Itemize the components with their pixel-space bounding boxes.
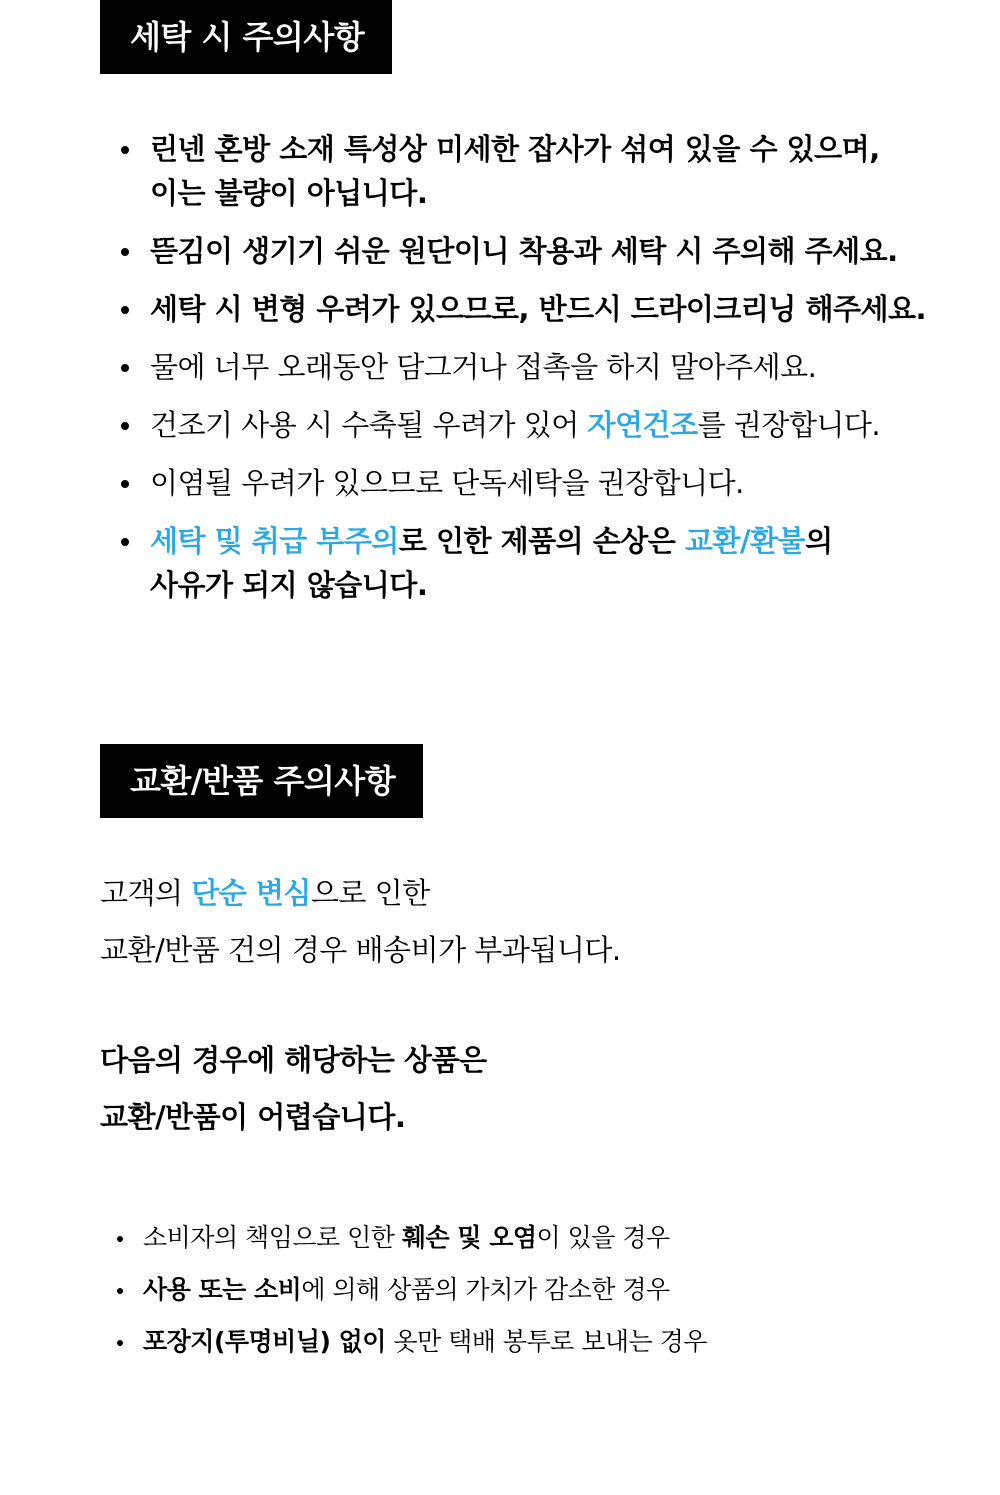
non-returnable-heading: [100, 1032, 486, 1146]
item-text-end: 에 의해 상품의 가치가 감소한 경우: [301, 1275, 670, 1304]
list-item: [100, 1268, 707, 1312]
item-text-end: 를 권장합니다.: [697, 408, 881, 442]
heading-line1: 다음의 경우에 해당하는 상품은: [100, 1043, 487, 1077]
bullet-icon: [117, 1340, 123, 1346]
wash-caution-list: [100, 127, 926, 621]
exchange-section-title: 교환/반품 주의사항: [100, 744, 423, 818]
heading-line2: 교환/반품이 어렵습니다.: [100, 1100, 406, 1134]
bullet-icon: [121, 480, 129, 488]
list-item: [100, 127, 926, 215]
bullet-icon: [121, 538, 129, 546]
bullet-icon: [117, 1236, 123, 1242]
list-item: [100, 345, 926, 389]
bold-text: 훼손 및 오염: [401, 1223, 537, 1252]
notice-text-line2: 교환/반품 건의 경우 배송비가 부과됩니다.: [100, 933, 621, 967]
bullet-icon: [117, 1288, 123, 1294]
item-text: 이염될 우려가 있으므로 단독세탁을 권장합니다.: [150, 466, 744, 500]
item-text-end: 이 있을 경우: [536, 1223, 670, 1252]
item-text-end: 옷만 택배 봉투로 보내는 경우: [385, 1327, 707, 1356]
bold-text: 포장지(투명비닐) 없이: [143, 1327, 386, 1356]
bullet-icon: [121, 364, 129, 372]
non-returnable-list: [100, 1216, 707, 1372]
list-item: [100, 229, 926, 273]
notice-text-end: 으로 인한: [310, 876, 430, 910]
item-text: 건조기 사용 시 수축될 우려가 있어: [150, 408, 588, 442]
bullet-icon: [121, 146, 129, 154]
item-text: 세탁 시 변형 우려가 있으므로, 반드시 드라이크리닝 해주세요.: [150, 292, 927, 326]
item-text: 소비자의 책임으로 인한: [143, 1223, 402, 1252]
highlight-text: 자연건조: [587, 408, 698, 442]
item-text-end: 의: [805, 524, 833, 558]
list-item: [100, 287, 926, 331]
item-text: 린넨 혼방 소재 특성상 미세한 잡사가 섞여 있을 수 있으며,: [150, 132, 880, 166]
list-item: [100, 461, 926, 505]
item-text: 로 인한 제품의 손상은: [398, 524, 685, 558]
list-item: [100, 519, 926, 607]
item-text: 물에 너무 오래동안 담그거나 접촉을 하지 말아주세요.: [150, 350, 817, 384]
highlight-text: 단순 변심: [191, 876, 311, 910]
highlight-text: 세탁 및 취급 부주의: [150, 524, 399, 558]
list-item: [100, 403, 926, 447]
shipping-fee-notice: [100, 865, 621, 979]
list-item: [100, 1216, 707, 1260]
bullet-icon: [121, 248, 129, 256]
notice-text: 고객의: [100, 876, 192, 910]
highlight-text-2: 교환/환불: [684, 524, 806, 558]
bullet-icon: [121, 422, 129, 430]
item-text-line2: 사유가 되지 않습니다.: [150, 568, 428, 602]
item-text-line2: 이는 불량이 아닙니다.: [150, 176, 428, 210]
bullet-icon: [121, 306, 129, 314]
bold-text: 사용 또는 소비: [143, 1275, 302, 1304]
item-text: 뜯김이 생기기 쉬운 원단이니 착용과 세탁 시 주의해 주세요.: [150, 234, 898, 268]
list-item: [100, 1320, 707, 1364]
wash-section-title: 세탁 시 주의사항: [100, 0, 392, 74]
